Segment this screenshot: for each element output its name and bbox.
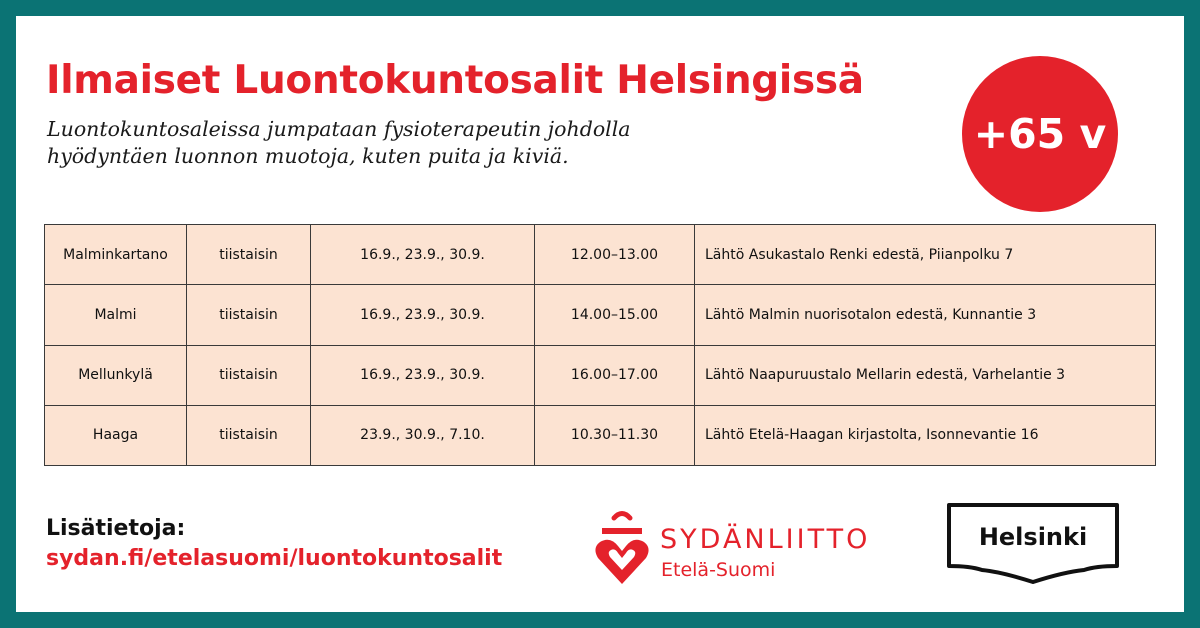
table-row <box>45 345 1156 405</box>
subtitle <box>47 116 867 170</box>
time-cell: 14.00–15.00 <box>535 285 695 345</box>
more-info-label: Lisätietoja: <box>46 516 186 541</box>
day-cell: tiistaisin <box>187 285 311 345</box>
day-cell: tiistaisin <box>187 405 311 465</box>
time-cell: 10.30–11.30 <box>535 405 695 465</box>
heart-logo-icon <box>594 504 650 588</box>
subtitle-line-1: Luontokuntosaleissa jumpataan fysioterapeutin johdolla <box>47 117 631 141</box>
table-row <box>45 225 1156 285</box>
location-cell: Lähtö Naapuruustalo Mellarin edestä, Varhelantie 3 <box>695 345 1156 405</box>
helsinki-name: Helsinki <box>978 523 1088 551</box>
dates-cell: 16.9., 23.9., 30.9. <box>311 285 535 345</box>
dates-cell: 23.9., 30.9., 7.10. <box>311 405 535 465</box>
dates-cell: 16.9., 23.9., 30.9. <box>311 225 535 285</box>
day-cell: tiistaisin <box>187 345 311 405</box>
helsinki-logo <box>946 502 1120 584</box>
location-cell: Lähtö Asukastalo Renki edestä, Piianpolku 7 <box>695 225 1156 285</box>
dates-cell: 16.9., 23.9., 30.9. <box>311 345 535 405</box>
time-cell: 12.00–13.00 <box>535 225 695 285</box>
location-cell: Lähtö Etelä-Haagan kirjastolta, Isonnevantie 16 <box>695 405 1156 465</box>
area-cell: Haaga <box>45 405 187 465</box>
schedule-table <box>44 224 1156 466</box>
location-cell: Lähtö Malmin nuorisotalon edestä, Kunnantie 3 <box>695 285 1156 345</box>
page-title: Ilmaiset Luontokuntosalit Helsingissä <box>46 58 864 103</box>
area-cell: Malminkartano <box>45 225 187 285</box>
poster-frame <box>16 16 1184 612</box>
table-row <box>45 285 1156 345</box>
subtitle-line-2: hyödyntäen luonnon muotoja, kuten puita ja kiviä. <box>47 144 569 168</box>
sydanliitto-logo <box>594 504 914 594</box>
day-cell: tiistaisin <box>187 225 311 285</box>
time-cell: 16.00–17.00 <box>535 345 695 405</box>
more-info-link[interactable]: sydan.fi/etelasuomi/luontokuntosalit <box>46 546 503 571</box>
sydanliitto-name: SYDÄNLIITTO <box>660 524 871 555</box>
age-badge: +65 v <box>962 56 1118 212</box>
table-row <box>45 405 1156 465</box>
sydanliitto-region: Etelä-Suomi <box>661 559 776 581</box>
area-cell: Malmi <box>45 285 187 345</box>
area-cell: Mellunkylä <box>45 345 187 405</box>
